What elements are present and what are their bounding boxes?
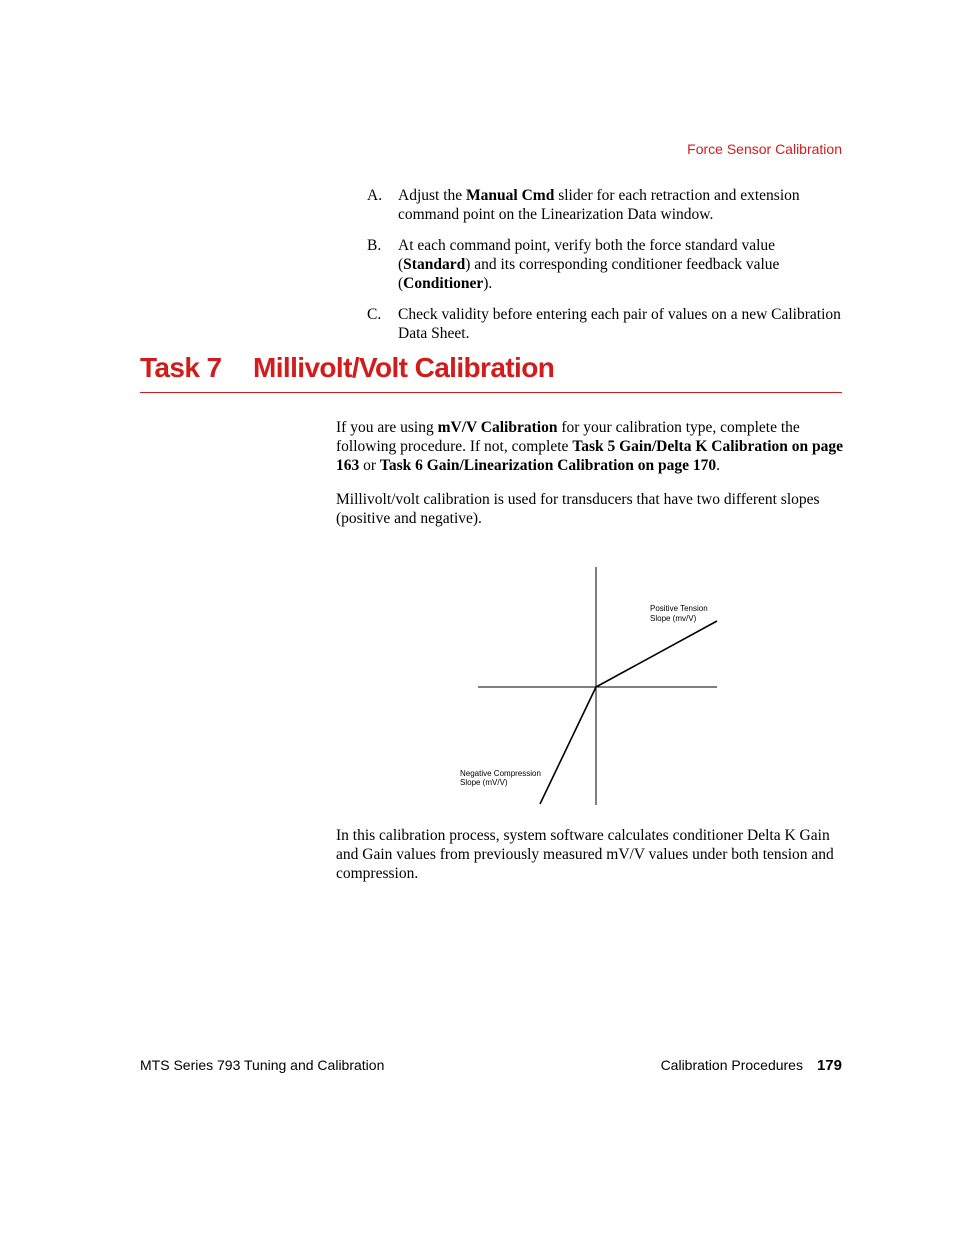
step-letter: B. [367,237,382,254]
intro-paragraph-1: If you are using mV/V Calibration for your calibration type, complete the following procedure. If not, complete Task 5 Gain/Delta K Calibration on page 163 or Task 6 Gain/Linearization Calibration on page 170. [336,419,844,474]
negative-slope-line [540,687,596,804]
task-title: Millivolt/Volt Calibration [253,352,555,383]
page-number: 179 [816,1057,842,1074]
negative-slope-label-2: Slope (mV/V) [460,778,508,787]
footer-chapter: Calibration Procedures [660,1057,803,1073]
slope-diagram [455,563,730,808]
manual-cmd-term: Manual Cmd [466,187,555,204]
positive-slope-label-2: Slope (mv/V) [650,614,697,623]
step-letter: A. [367,187,383,204]
negative-slope-label-1: Negative Compression [460,769,541,778]
intro-text [336,418,846,543]
positive-slope-line [596,621,717,687]
task6-reference: Task 6 Gain/Linearization Calibration on page 170 [379,457,717,474]
running-head: Force Sensor Calibration [687,141,842,157]
conditioner-term: Conditioner [403,275,484,292]
step-text: At each command point, verify both the force standard value (Standard) and its corresponding conditioner feedback value (Conditioner). [398,237,780,292]
step-c [367,305,847,343]
closing-paragraph: In this calibration process, system software calculates conditioner Delta K Gain and Gain values from previously measured mV/V values under both tension and compression. [336,827,834,882]
mv-v-calibration-term: mV/V Calibration [437,419,558,436]
footer-right [661,1057,842,1074]
procedure-steps [367,186,847,355]
positive-slope-label-1: Positive Tension [650,604,708,613]
intro-paragraph-2: Millivolt/volt calibration is used for transducers that have two different slopes (positive and negative). [336,491,820,527]
step-text: Adjust the Manual Cmd slider for each retraction and extension command point on the Linearization Data window. [398,187,800,223]
closing-text [336,826,846,898]
task-heading [140,352,842,393]
footer-doc-title: MTS Series 793 Tuning and Calibration [140,1057,385,1073]
standard-term: Standard [403,256,466,273]
step-letter: C. [367,306,382,323]
task5-reference: Task 5 Gain/Delta K Calibration on page 163 [336,438,844,474]
step-b [367,236,847,293]
task-number: Task 7 [140,352,222,383]
step-a [367,186,847,224]
step-text: Check validity before entering each pair of values on a new Calibration Data Sheet. [398,306,841,342]
